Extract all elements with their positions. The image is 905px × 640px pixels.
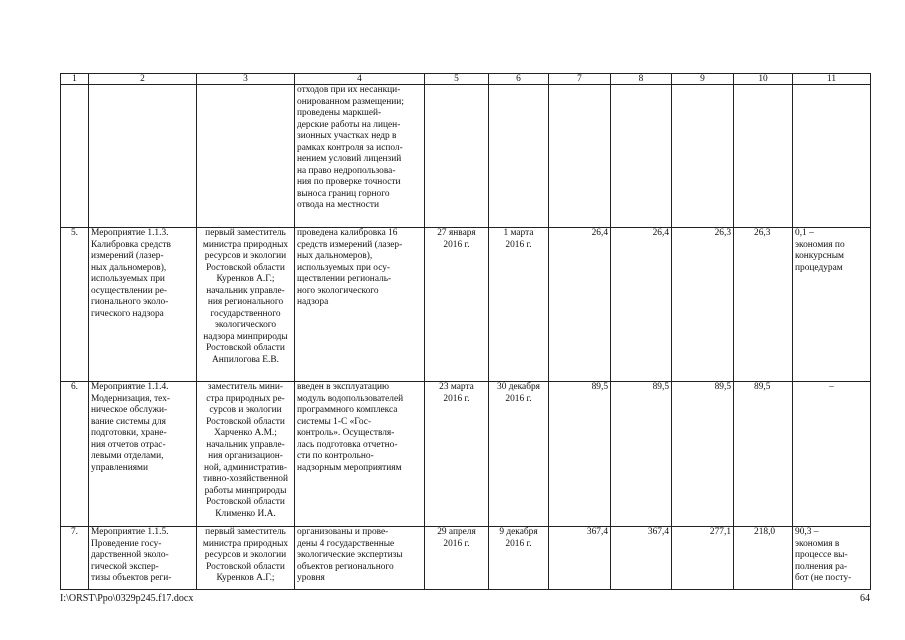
text-line: ническое обслужи- <box>91 405 168 415</box>
text-line: ных дальномеров), <box>297 251 373 261</box>
cell-responsible <box>197 527 295 590</box>
text-line: ного экологического <box>297 285 379 296</box>
text-line: нением условий лицензий <box>297 154 402 164</box>
text-line: ния организацион- <box>208 451 283 461</box>
text-line: 2016 г. <box>505 393 532 404</box>
column-number-header: 7 <box>549 74 611 85</box>
text-line: экологического <box>214 320 277 330</box>
footer-page-number: 64 <box>860 593 870 604</box>
cell-start <box>425 85 489 228</box>
cell-note <box>793 527 871 590</box>
text-line: 2016 г. <box>505 239 532 250</box>
text-line: гического надзора <box>91 308 164 319</box>
cell-responsible <box>197 382 295 527</box>
continuation-row <box>61 85 871 228</box>
text-line: заместитель мини- <box>207 382 284 392</box>
text-line: Модернизация, тех- <box>91 393 171 404</box>
cell-num: 6. <box>61 382 89 527</box>
cell-start <box>425 527 489 590</box>
text-line: Мероприятие 1.1.5. <box>91 527 169 537</box>
column-number-header: 6 <box>489 74 549 85</box>
cell-end <box>489 527 549 590</box>
column-number-header: 5 <box>425 74 489 85</box>
text-line: гической экспер- <box>91 561 159 572</box>
cell-end <box>489 228 549 382</box>
text-line: Куренков А.Г.; <box>216 573 275 583</box>
cell-event <box>89 228 197 382</box>
text-line: контроль». Осуществля- <box>297 428 395 438</box>
text-line: первый заместитель <box>205 228 286 238</box>
text-line: подготовки, хране- <box>91 428 167 438</box>
cell-event <box>89 382 197 527</box>
text-line: Анпилогова Е.В. <box>212 354 279 365</box>
text-line: Калибровка средств <box>91 239 171 250</box>
text-line: начальник управле- <box>206 285 285 296</box>
cell-c8: 26,4 <box>611 228 672 382</box>
text-line: модуль водопользователей <box>297 393 404 404</box>
table-row <box>61 527 871 590</box>
text-line: ной, административ- <box>204 462 287 473</box>
cell-num: 5. <box>61 228 89 382</box>
column-number-header: 8 <box>611 74 672 85</box>
text-line: гионального эколо- <box>91 297 169 307</box>
text-line: управлениями <box>91 462 148 473</box>
text-line: надзора минприроды <box>203 331 288 342</box>
cell-c9: 277,1 <box>672 527 734 590</box>
text-line: объектов регионального <box>297 561 394 572</box>
text-line: 90,3 – <box>795 527 819 537</box>
cell-c10 <box>734 85 793 228</box>
text-line: отходов при их несанкци- <box>297 85 401 95</box>
text-line: лась подготовка отчетно- <box>297 439 398 450</box>
text-line: 2016 г. <box>443 538 470 549</box>
text-line: Ростовской области <box>206 561 285 572</box>
text-line: ных дальномеров), <box>91 262 167 273</box>
text-line: зионных участках недр в <box>297 131 397 141</box>
text-line: полнения ра- <box>795 561 848 572</box>
text-line: тизы объектов реги- <box>91 573 172 583</box>
text-line: экономия по <box>795 239 845 250</box>
text-line: левыми отделами, <box>91 451 164 461</box>
cell-c8: 89,5 <box>611 382 672 527</box>
cell-c9: 89,5 <box>672 382 734 527</box>
text-line: отвода на местности <box>297 200 380 210</box>
report-table <box>60 73 871 590</box>
cell-num <box>61 85 89 228</box>
text-line: вание системы для <box>91 416 166 427</box>
text-line: используемых при осу- <box>297 262 391 273</box>
cell-c7: 367,4 <box>549 527 611 590</box>
text-line: государственного <box>210 308 281 319</box>
text-line: Ростовской области <box>206 416 285 427</box>
text-line: 1 марта <box>503 228 534 238</box>
text-line: Ростовской области <box>206 262 285 273</box>
text-line: 27 января <box>437 228 476 238</box>
cell-result <box>295 228 425 382</box>
footer-file-path: I:\ORST\Ppo\0329p245.f17.docx <box>60 593 194 604</box>
cell-end <box>489 85 549 228</box>
text-line: 23 марта <box>439 382 474 392</box>
text-line: Ростовской области <box>206 343 285 353</box>
text-line: дены 4 государственные <box>297 538 395 549</box>
text-line: программного комплекса <box>297 405 398 415</box>
text-line: уровня <box>297 573 325 583</box>
text-line: Проведение госу- <box>91 538 162 549</box>
text-line: системы 1-С «Гос- <box>297 416 372 427</box>
cell-c7: 89,5 <box>549 382 611 527</box>
table-body <box>61 74 871 590</box>
text-line: Ростовской области <box>206 497 285 507</box>
text-line: ресурсов и экологии <box>204 550 287 560</box>
text-line: 0,1 – <box>795 228 814 238</box>
text-line: осуществлении ре- <box>91 285 168 296</box>
text-line: рамках контроля за испол- <box>297 142 403 153</box>
cell-start <box>425 228 489 382</box>
cell-c9: 26,3 <box>672 228 734 382</box>
cell-responsible <box>197 85 295 228</box>
text-line: 30 декабря <box>497 382 540 392</box>
text-line: процессе вы- <box>795 550 848 560</box>
text-line: Куренков А.Г.; <box>216 274 275 284</box>
text-line: выноса границ горного <box>297 188 390 199</box>
text-line: 2016 г. <box>443 393 470 404</box>
text-line: введен в эксплуатацию <box>297 382 389 392</box>
text-line: ния регионального <box>207 297 284 307</box>
column-number-header: 1 <box>61 74 89 85</box>
text-line: начальник управле- <box>206 439 285 450</box>
text-line: 2016 г. <box>443 239 470 250</box>
text-line: ния по проверке точности <box>297 177 401 187</box>
text-line: средств измерений (лазер- <box>297 239 403 250</box>
text-line: процедурам <box>795 262 843 273</box>
text-line: используемых при <box>91 274 165 284</box>
column-number-header: 4 <box>295 74 425 85</box>
text-line: измерений (лазер- <box>91 251 164 261</box>
text-line: экологические экспертизы <box>297 550 403 560</box>
cell-c8 <box>611 85 672 228</box>
text-line: экономия в <box>795 538 840 549</box>
column-number-header: 3 <box>197 74 295 85</box>
cell-result <box>295 85 425 228</box>
text-line: организованы и прове- <box>297 527 389 537</box>
cell-event <box>89 527 197 590</box>
text-line: Мероприятие 1.1.4. <box>91 382 169 392</box>
column-number-header: 9 <box>672 74 734 85</box>
cell-responsible <box>197 228 295 382</box>
cell-note <box>793 382 871 527</box>
table-row <box>61 382 871 527</box>
cell-c10: 218,0 <box>734 527 793 590</box>
column-number-row <box>61 74 871 85</box>
text-line: стра природных ре- <box>206 393 285 404</box>
column-number-header: 2 <box>89 74 197 85</box>
cell-num: 7. <box>61 527 89 590</box>
text-line: надзора <box>297 297 329 307</box>
cell-c10: 89,5 <box>734 382 793 527</box>
text-line: работы минприроды <box>204 485 287 496</box>
cell-note <box>793 228 871 382</box>
cell-note <box>793 85 871 228</box>
text-line: ресурсов и экологии <box>204 251 287 261</box>
cell-c10: 26,3 <box>734 228 793 382</box>
cell-c8: 367,4 <box>611 527 672 590</box>
cell-result <box>295 382 425 527</box>
cell-c7: 26,4 <box>549 228 611 382</box>
column-number-header: 11 <box>793 74 871 85</box>
cell-start <box>425 382 489 527</box>
text-line: дарственной эколо- <box>91 550 169 560</box>
text-line: 29 апреля <box>437 527 476 537</box>
text-line: дерские работы на лицен- <box>297 119 401 130</box>
text-line: онированном размещении; <box>297 96 404 107</box>
text-line: сти по контрольно- <box>297 451 374 461</box>
text-line: ществлении региональ- <box>297 274 392 284</box>
text-line: сурсов и экологии <box>209 405 282 415</box>
text-line: проведены маркшей- <box>297 108 382 118</box>
cell-result <box>295 527 425 590</box>
text-line: – <box>829 382 834 392</box>
cell-end <box>489 382 549 527</box>
text-line: министра природных <box>202 538 289 549</box>
text-line: министра природных <box>202 239 289 250</box>
column-number-header: 10 <box>734 74 793 85</box>
text-line: бот (не посту- <box>795 573 852 583</box>
text-line: на право недропользова- <box>297 165 396 176</box>
text-line: надзорным мероприятиям <box>297 462 402 473</box>
text-line: ния отчетов отрас- <box>91 439 166 450</box>
text-line: Клименко И.А. <box>215 508 276 519</box>
text-line: конкурсным <box>795 251 844 261</box>
text-line: Мероприятие 1.1.3. <box>91 228 169 238</box>
cell-c7 <box>549 85 611 228</box>
text-line: 9 декабря <box>499 527 538 537</box>
table-row <box>61 228 871 382</box>
cell-event <box>89 85 197 228</box>
cell-c9 <box>672 85 734 228</box>
text-line: проведена калибровка 16 <box>297 228 398 238</box>
text-line: Харченко А.М.; <box>214 428 277 438</box>
text-line: 2016 г. <box>505 538 532 549</box>
text-line: первый заместитель <box>205 527 286 537</box>
text-line: тивно-хозяйственной <box>203 474 288 484</box>
